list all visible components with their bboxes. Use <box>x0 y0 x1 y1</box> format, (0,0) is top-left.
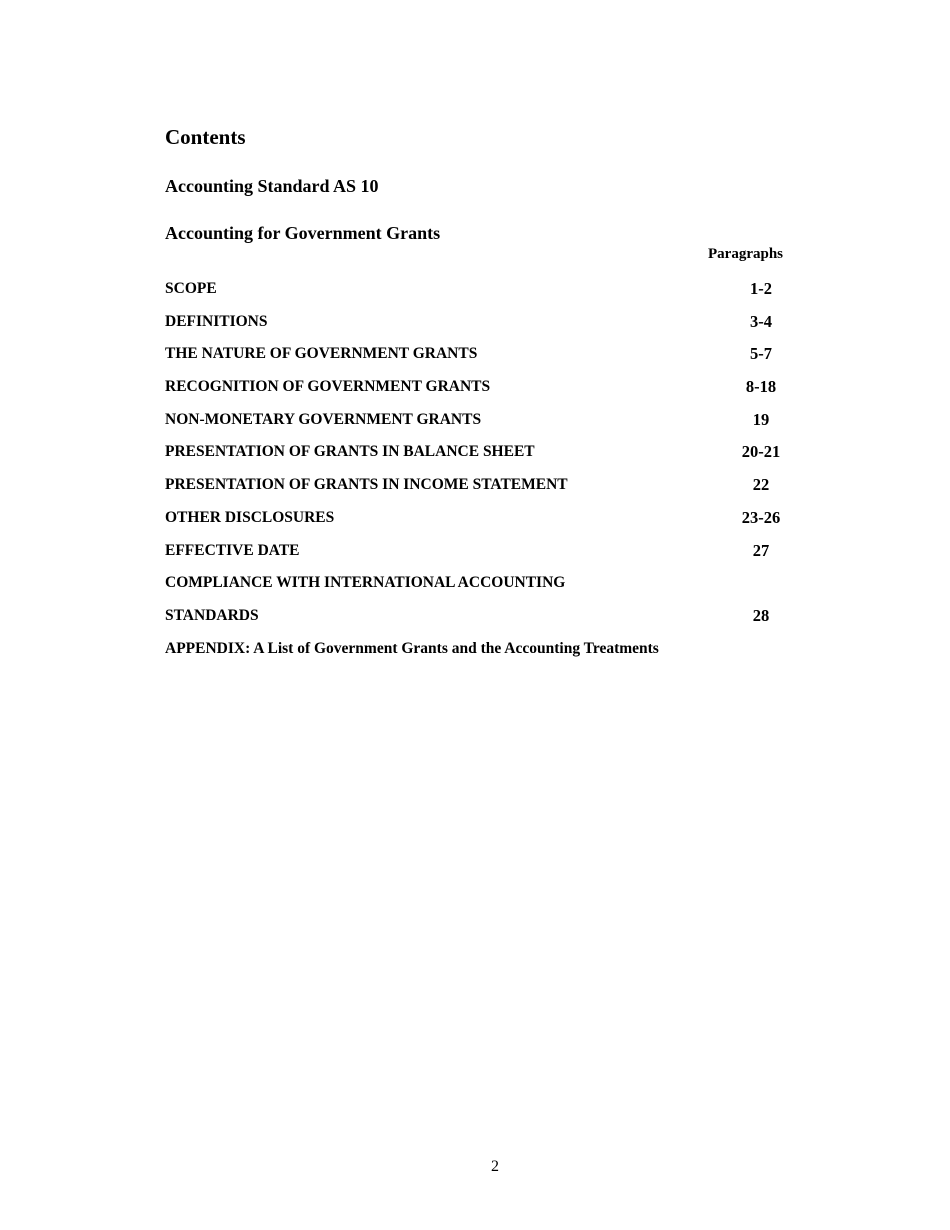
toc-row <box>165 411 805 444</box>
toc-row <box>165 476 805 509</box>
toc-entry-label: EFFECTIVE DATE <box>165 541 300 559</box>
toc-entry-label: STANDARDS <box>165 606 259 624</box>
toc-entry-paragraphs: 22 <box>752 475 770 495</box>
toc-entry-label: NON-MONETARY GOVERNMENT GRANTS <box>165 410 482 428</box>
toc-entry-label: PRESENTATION OF GRANTS IN INCOME STATEMENT <box>165 476 568 494</box>
toc-row <box>165 313 805 346</box>
toc-entry-paragraphs: 27 <box>752 540 770 560</box>
toc-entry-paragraphs: 8-18 <box>745 377 777 397</box>
toc-entry-paragraphs: 28 <box>752 605 770 625</box>
toc-row <box>165 443 805 476</box>
toc-entry-label: SCOPE <box>165 280 217 297</box>
toc-row <box>165 640 805 673</box>
toc-entry-label: PRESENTATION OF GRANTS IN BALANCE SHEET <box>165 443 535 461</box>
toc-entry-label: APPENDIX: A List of Government Grants and the Accounting Treatments <box>165 639 659 657</box>
toc-entry-label: DEFINITIONS <box>165 312 268 330</box>
standard-title: Accounting for Government Grants <box>165 223 441 243</box>
toc-entry-paragraphs: 23-26 <box>741 507 781 527</box>
contents-heading: Contents <box>165 125 246 149</box>
standard-number: Accounting Standard AS 10 <box>165 176 379 196</box>
toc-row <box>165 509 805 542</box>
toc-entry-paragraphs: 5-7 <box>750 344 772 364</box>
toc-row <box>165 542 805 575</box>
toc-entry-label: OTHER DISCLOSURES <box>165 508 335 526</box>
toc-entry-paragraphs: 3-4 <box>750 311 772 331</box>
page-number: 2 <box>491 1158 499 1175</box>
toc-entry-label: COMPLIANCE WITH INTERNATIONAL ACCOUNTING <box>165 574 566 592</box>
toc-entry-paragraphs: 19 <box>752 409 770 429</box>
paragraphs-column-header: Paragraphs <box>708 246 783 262</box>
table-of-contents <box>165 280 805 672</box>
toc-entry-label: RECOGNITION OF GOVERNMENT GRANTS <box>165 378 491 396</box>
toc-entry-label: THE NATURE OF GOVERNMENT GRANTS <box>165 345 478 363</box>
toc-row <box>165 280 805 313</box>
toc-entry-paragraphs: 20-21 <box>741 442 781 462</box>
toc-row <box>165 574 805 607</box>
toc-entry-paragraphs: 1-2 <box>750 279 772 298</box>
toc-row <box>165 607 805 640</box>
toc-row <box>165 378 805 411</box>
toc-row <box>165 345 805 378</box>
